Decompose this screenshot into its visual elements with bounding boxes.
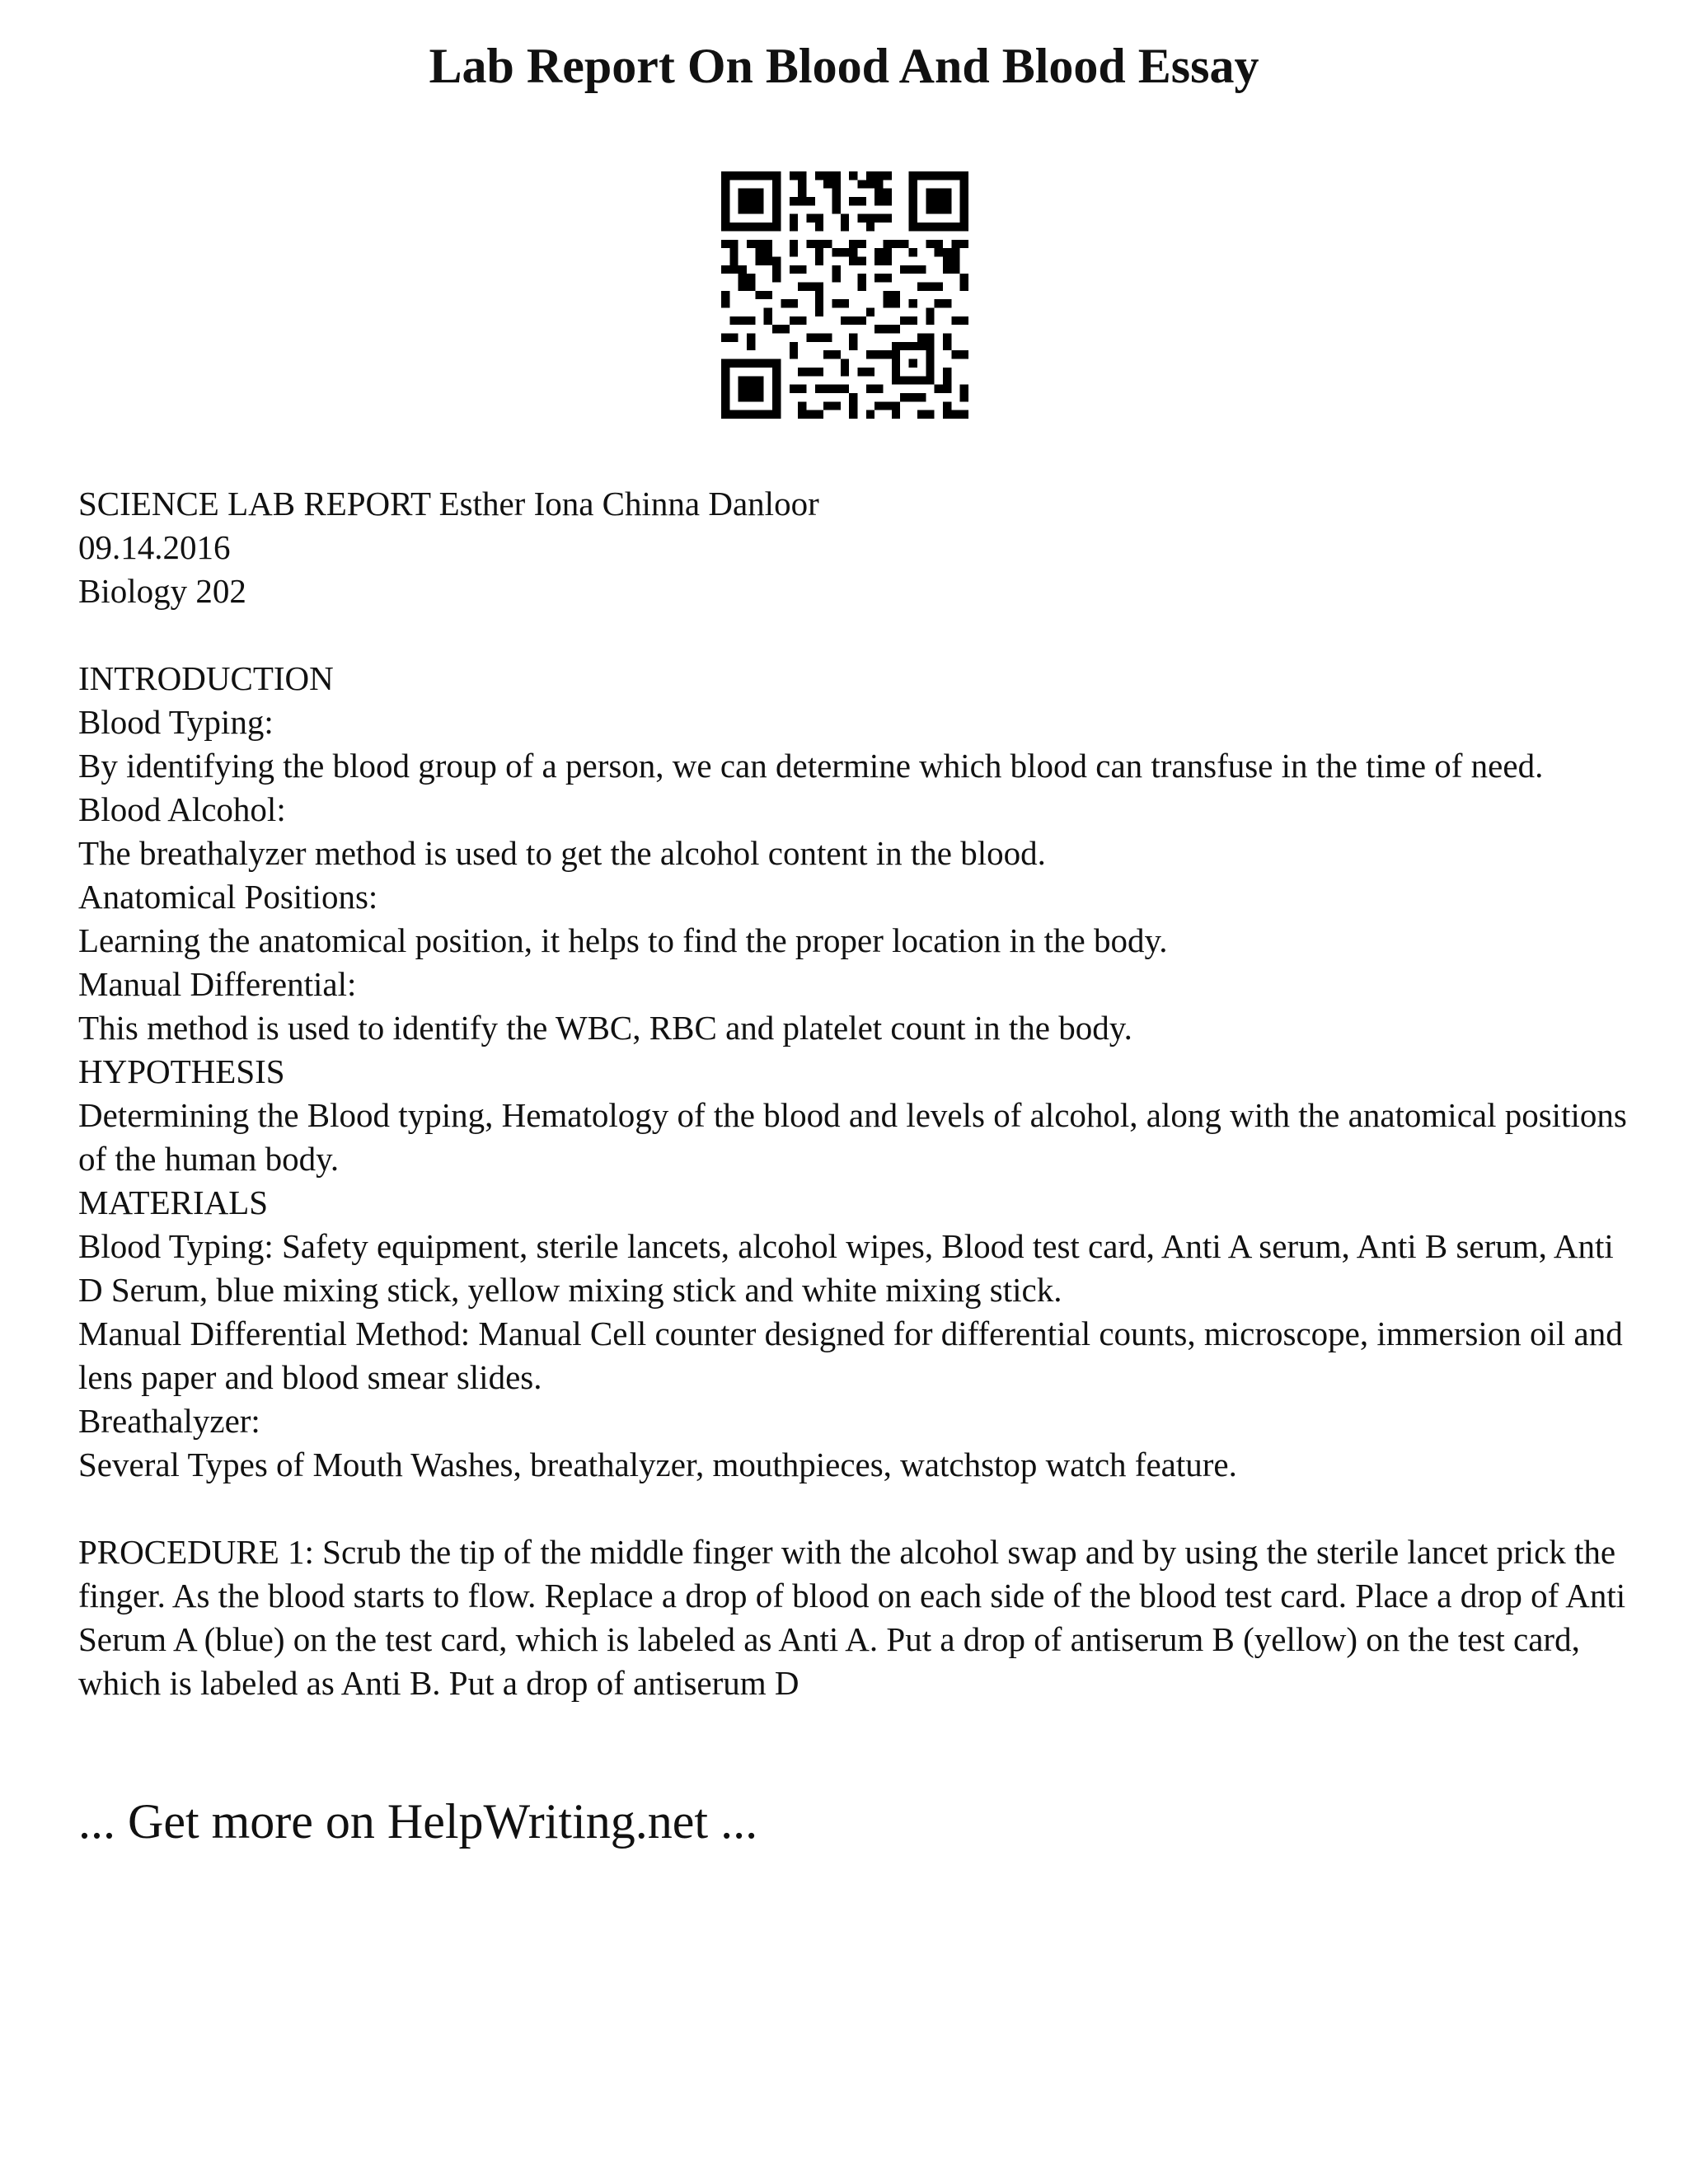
report-date: 09.14.2016 <box>78 528 231 566</box>
blood-alcohol-text: The breathalyzer method is used to get the alcohol content in the blood. <box>78 834 1046 872</box>
anatomical-positions-label: Anatomical Positions: <box>78 878 378 916</box>
spacer <box>78 1487 1628 1530</box>
manual-differential-label: Manual Differential: <box>78 965 357 1003</box>
procedure-text: PROCEDURE 1: Scrub the tip of the middle finger with the alcohol swap and by using the sterile lancet prick the finger. As the blood starts to flow. Replace a drop of blood on each side of the blood test card. Place a drop of Anti Serum A (blue) on the test card, which is labeled as Anti A. Put a drop of antiserum B (yellow) on the test card, which is labeled as Anti B. Put a drop of antiserum D <box>78 1533 1626 1702</box>
blood-typing-text: By identifying the blood group of a person, we can determine which blood can transfuse in the time of need. <box>78 747 1544 785</box>
materials-breathalyzer-label: Breathalyzer: <box>78 1402 260 1440</box>
report-course: Biology 202 <box>78 572 246 610</box>
materials-blood-typing: Blood Typing: Safety equipment, sterile lancets, alcohol wipes, Blood test card, Anti A serum, Anti B serum, Anti D Serum, blue mixing stick, yellow mixing stick and white mixing stick. <box>78 1227 1614 1309</box>
report-header-line: SCIENCE LAB REPORT Esther Iona Chinna Danloor <box>78 485 819 523</box>
materials-breathalyzer-text: Several Types of Mouth Washes, breathalyzer, mouthpieces, watchstop watch feature. <box>78 1446 1237 1483</box>
hypothesis-heading: HYPOTHESIS <box>78 1052 285 1090</box>
anatomical-positions-text: Learning the anatomical position, it helps to find the proper location in the body. <box>78 921 1168 959</box>
introduction-heading: INTRODUCTION <box>78 659 334 697</box>
get-more-link[interactable]: ... Get more on HelpWriting.net ... <box>78 1794 758 1849</box>
qr-code-icon <box>721 171 968 419</box>
hypothesis-text: Determining the Blood typing, Hematology of the blood and levels of alcohol, along with the anatomical positions of the human body. <box>78 1096 1627 1178</box>
manual-differential-text: This method is used to identify the WBC, RBC and platelet count in the body. <box>78 1009 1132 1047</box>
blood-typing-label: Blood Typing: <box>78 703 274 741</box>
materials-manual-differential: Manual Differential Method: Manual Cell counter designed for differential counts, microscope, immersion oil and lens paper and blood smear slides. <box>78 1315 1623 1396</box>
spacer <box>78 613 1628 657</box>
report-body <box>78 482 1628 1705</box>
blood-alcohol-label: Blood Alcohol: <box>78 790 286 828</box>
document-title: Lab Report On Blood And Blood Essay <box>429 39 1259 93</box>
materials-heading: MATERIALS <box>78 1183 269 1221</box>
